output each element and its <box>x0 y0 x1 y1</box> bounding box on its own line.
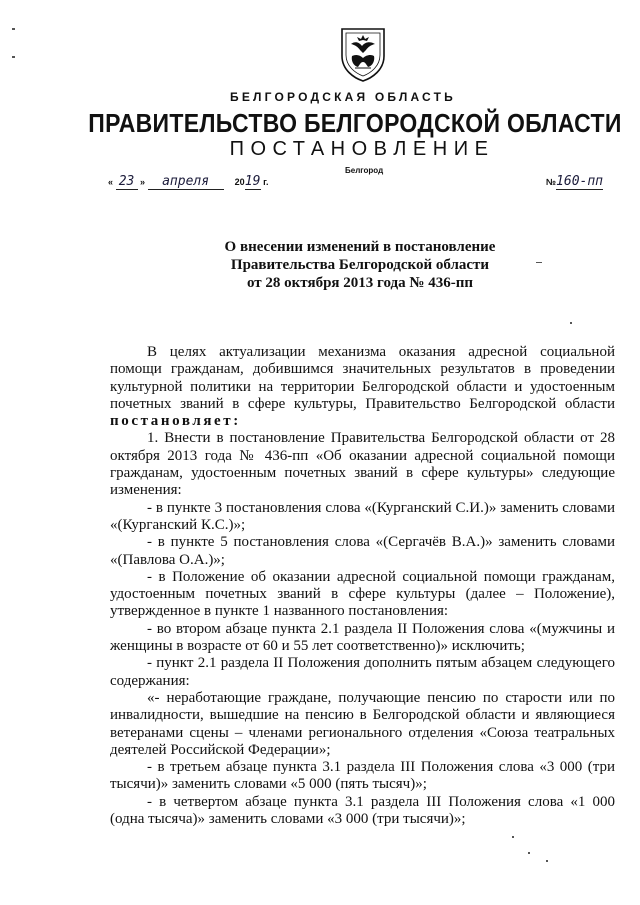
date-open-quote: « <box>108 177 114 187</box>
paragraph-amendment-1: - в пункте 3 постановления слова «(Курганский С.И.)» заменить словами «(Курганский К.С.)»; <box>110 499 615 533</box>
date-year-end: г. <box>263 177 269 187</box>
date-year-suffix: 19 <box>244 174 261 189</box>
date-day: 23 <box>116 174 138 190</box>
date-close-quote: » <box>140 177 146 187</box>
paragraph-amendment-6: - в третьем абзаце пункта 3.1 раздела III Положения слова «3 000 (три тысячи)» заменить словами «5 000 (пять тысяч)»; <box>110 759 615 793</box>
government-name: ПРАВИТЕЛЬСТВО БЕЛГОРОДСКОЙ ОБЛАСТИ <box>88 108 622 138</box>
title-line-1: О внесении изменений в постановление <box>224 239 496 255</box>
city-name: Белгород <box>345 166 384 175</box>
coat-of-arms-emblem <box>338 26 388 82</box>
document-body <box>110 344 615 828</box>
decree-number <box>546 174 603 190</box>
title-line-2: Правительства Белгородской области <box>230 257 490 273</box>
paragraph-amendment-5: - пункт 2.1 раздела II Положения дополнить пятым абзацем следующего содержания: <box>110 655 615 689</box>
title-line-3: от 28 октября 2013 года № 436-пп <box>246 275 473 291</box>
paragraph-amendment-7: - в четвертом абзаце пункта 3.1 раздела III Положения слова «1 000 (одна тысяча)» заменить словами «3 000 (три тысячи)»; <box>110 793 615 828</box>
paragraph-amendment-2: - в пункте 5 постановления слова «(Сергачёв В.А.)» заменить словами «(Павлова О.А.)»; <box>110 534 615 568</box>
scan-speck <box>528 852 530 854</box>
scan-speck <box>570 322 572 324</box>
scan-speck <box>546 860 548 862</box>
document-title <box>160 238 560 292</box>
decree-date <box>108 174 269 190</box>
paragraph-amendment-3: - в Положение об оказании адресной социальной помощи гражданам, удостоенным почетных званий в сфере культуры (далее – Положение), утвержденное в пункте 1 названного постановления: <box>110 568 615 620</box>
paragraph-quoted-addition: «- неработающие граждане, получающие пенсию по старости или по инвалидности, вышедшие на пенсию в Белгородской области и являющиеся ветеранами сцены – членами регионального отделения «Союза театральных деятелей Российской Федерации»; <box>110 689 615 758</box>
document-type: ПОСТАНОВЛЕНИЕ <box>229 138 495 160</box>
scan-speck <box>536 262 542 263</box>
date-year-prefix: 20 <box>234 177 245 187</box>
number-value: 160-пп <box>556 174 604 189</box>
paragraph-item-1: 1. Внести в постановление Правительства Белгородской области от 28 октября 2013 года № 436-пп «Об оказании адресной социальной помощи гражданам, удостоенным почетных званий в сфере культуры» следующие изменения: <box>110 430 615 499</box>
paragraph-amendment-4: - во втором абзаце пункта 2.1 раздела II Положения слова «(мужчины и женщины в возрасте от 60 и 55 лет соответственно)» исключить; <box>110 620 615 655</box>
paragraph-preamble: В целях актуализации механизма оказания адресной социальной помощи гражданам, добившимся значительных результатов в проведении культурной политики на территории Белгородской области и удостоенным почетных званий в сфере культуры, Правительство Белгородской области <box>110 344 615 412</box>
date-month: апреля <box>148 174 224 190</box>
scan-speck <box>12 28 15 30</box>
number-label: № <box>546 177 557 187</box>
scan-speck <box>12 56 15 58</box>
scan-speck <box>512 836 514 838</box>
region-name: БЕЛГОРОДСКАЯ ОБЛАСТЬ <box>230 90 456 104</box>
resolves-word: постановляет: <box>110 413 241 430</box>
